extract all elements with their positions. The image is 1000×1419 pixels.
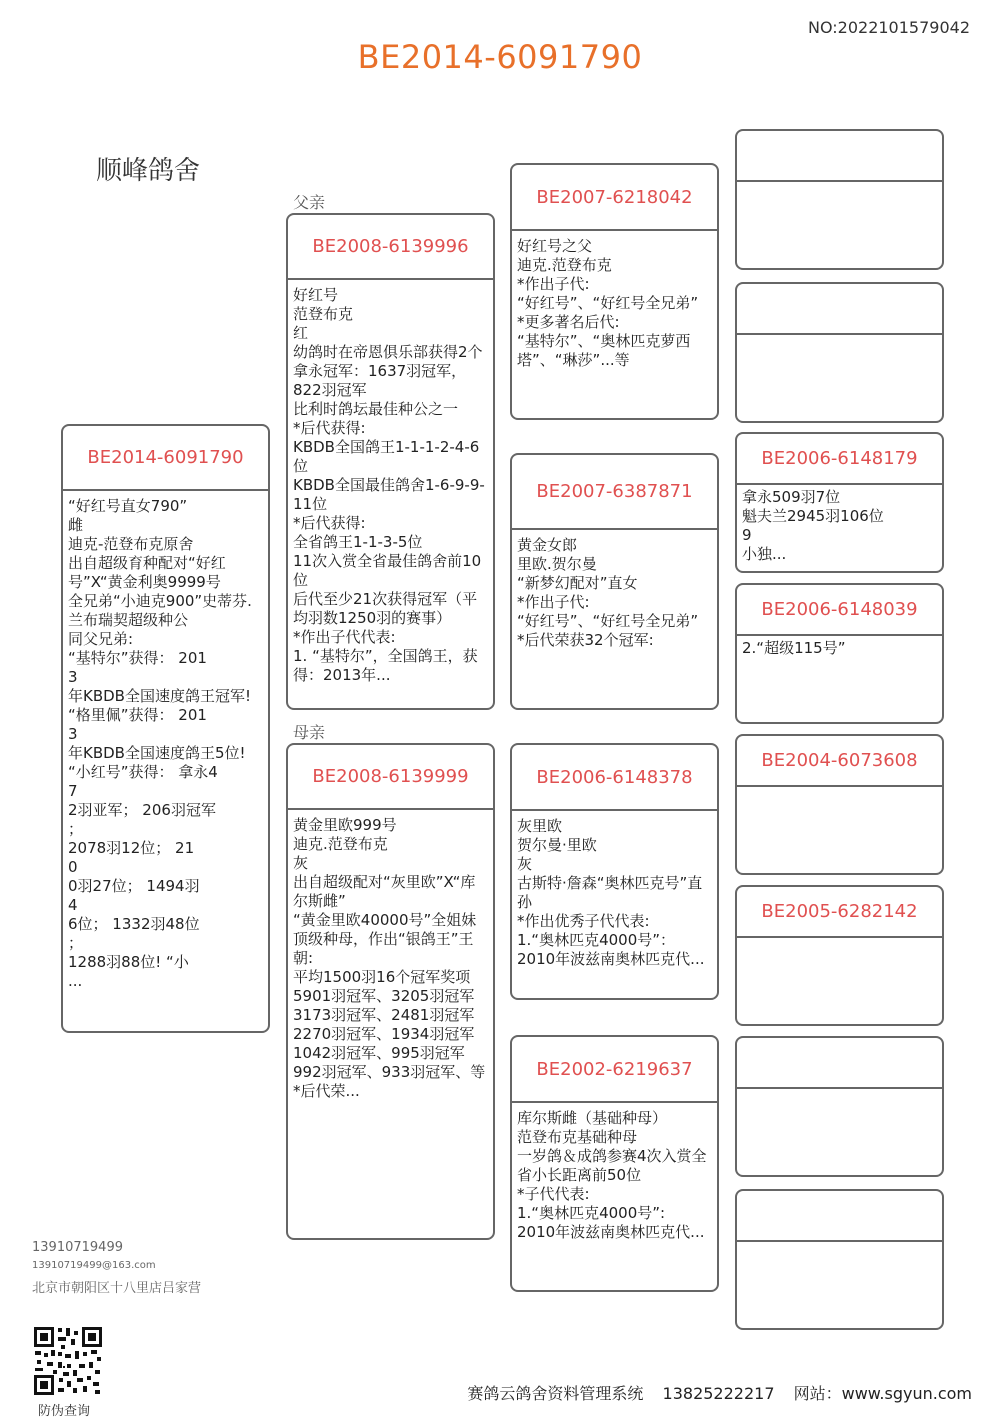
gen4-card-7 [735, 1036, 944, 1177]
gen4-ring-6: BE2005-6282142 [737, 887, 942, 938]
paternal-granddam-info: 黄金女郎 里欧.贺尔曼 “新梦幻配对”直女 *作出子代: “好红号”、“好红号全兄弟” *后代荣获32个冠军: [517, 536, 699, 649]
gen4-info-1 [737, 182, 942, 185]
gen4-ring-3: BE2006-6148179 [737, 434, 942, 485]
father-ring: BE2008-6139996 [288, 215, 493, 280]
maternal-grandsire-info: 灰里欧 贺尔曼·里欧 灰 古斯特·詹森“奥林匹克号”直孙 *作出优秀子代代表: 1.“奥林匹克4000号”：2010年波兹南奥林匹克代... [517, 817, 705, 968]
maternal-grandsire-ring: BE2006-6148378 [512, 745, 717, 811]
gen4-ring-7 [737, 1038, 942, 1089]
contact-address: 北京市朝阳区十八里店吕家营 [32, 1281, 202, 1296]
mother-card [286, 743, 495, 1240]
gen4-card-8 [735, 1189, 944, 1330]
footer-website-label: 网站： [793, 1384, 842, 1403]
footer-website-link[interactable]: www.sgyun.com [841, 1384, 972, 1403]
paternal-grandsire-ring: BE2007-6218042 [512, 165, 717, 231]
maternal-granddam-ring: BE2002-6219637 [512, 1037, 717, 1103]
mother-label: 母亲 [293, 723, 326, 742]
gen4-ring-5: BE2004-6073608 [737, 736, 942, 787]
gen4-card-5 [735, 734, 944, 875]
gen4-info-5 [737, 787, 942, 790]
mother-ring: BE2008-6139999 [288, 745, 493, 810]
gen4-ring-4: BE2006-6148039 [737, 585, 942, 636]
footer-phone: 13825222217 [662, 1384, 775, 1403]
gen4-ring-2 [737, 284, 942, 335]
contact-phone: 13910719499 [32, 1240, 123, 1255]
gen4-card-3 [735, 432, 944, 573]
subject-ring: BE2014-6091790 [63, 426, 268, 491]
footer-system-name: 赛鸽云鸽舍资料管理系统 [467, 1384, 644, 1403]
qr-code-icon[interactable] [33, 1326, 103, 1396]
gen4-info-3: 拿永509羽7位 魁夫兰2945羽106位 9 小独... [742, 488, 884, 563]
gen4-card-4 [735, 583, 944, 724]
maternal-granddam-card [510, 1035, 719, 1292]
maternal-grandsire-card [510, 743, 719, 1000]
maternal-granddam-info: 库尔斯雌（基础种母） 范登布克基础种母 一岁鸽＆成鸽参赛4次入赏全省小长距离前50位 *子代代表: 1.“奥林匹克4000号”: 2010年波兹南奥林匹克代... [517, 1109, 707, 1241]
gen4-card-1 [735, 129, 944, 270]
gen4-info-7 [737, 1089, 942, 1092]
gen4-ring-8 [737, 1191, 942, 1242]
gen4-ring-1 [737, 131, 942, 182]
document-number: NO:2022101579042 [807, 18, 970, 37]
subject-card [61, 424, 270, 1033]
gen4-info-2 [737, 335, 942, 338]
paternal-granddam-ring: BE2007-6387871 [512, 455, 717, 530]
page-title: BE2014-6091790 [357, 38, 643, 76]
gen4-card-6 [735, 885, 944, 1026]
gen4-info-6 [737, 938, 942, 941]
father-card [286, 213, 495, 710]
loft-name: 顺峰鸽舍 [96, 156, 201, 186]
paternal-granddam-card [510, 453, 719, 710]
paternal-grandsire-info: 好红号之父 迪克.范登布克 *作出子代: “好红号”、“好红号全兄弟” *更多著名后代: “基特尔”、“奥林匹克萝西塔”、“琳莎”...等 [517, 237, 699, 369]
gen4-info-4: 2.“超级115号” [742, 639, 846, 657]
footer [453, 1381, 972, 1404]
mother-info: 黄金里欧999号 迪克.范登布克 灰 出自超级配对“灰里欧”X“库尔斯雌” “黄金里欧40000号”全姐妹 顶级种母，作出“银鸽王”王朝: 平均1500羽16个冠军奖项 5901羽冠军、3205羽冠军 3173羽冠军、2481羽冠军 2270羽冠军、1934羽冠军 1042羽冠军、995羽冠军 992羽冠军、933羽冠军、等 *后代荣... [293, 816, 486, 1100]
father-label: 父亲 [293, 193, 326, 212]
paternal-grandsire-card [510, 163, 719, 420]
contact-email: 13910719499@163.com [32, 1260, 156, 1271]
qr-label: 防伪查询 [38, 1404, 91, 1419]
father-info: 好红号 范登布克 红 幼鸽时在帝恩俱乐部获得2个拿永冠军：1637羽冠军，822羽冠军 比利时鸽坛最佳种公之一 *后代获得: KBDB全国鸽王1-1-1-2-4-6位 KBDB全国最佳鸽舍1-6-9-9-11位 *后代获得: 全省鸽王1-1-3-5位 11次入赏全省最佳鸽舍前10位 后代至少21次获得冠军（平均羽数1250羽的赛事） *作出子代代表: 1. “基特尔”，全国鸽王，获得：2013年... [293, 286, 485, 684]
gen4-card-2 [735, 282, 944, 423]
gen4-info-8 [737, 1242, 942, 1245]
subject-info: “好红号直女790” 雌 迪克-范登布克原舍 出自超级育种配对“好红号”X“黄金利奥9999号 全兄弟“小迪克900”史蒂芬.兰布瑞契超级种公 同父兄弟: “基特尔”获得： 201 3 年KBDB全国速度鸽王冠军! “格里佩”获得： 201 3 年KBDB全国速度鸽王5位! “小红号”获得： 拿永4 7 2羽亚军； 206羽冠军 ； 2078羽12位； 21 0 0羽27位； 1494羽 4 6位； 1332羽48位 ； 1288羽88位! “小 ... [68, 497, 252, 990]
